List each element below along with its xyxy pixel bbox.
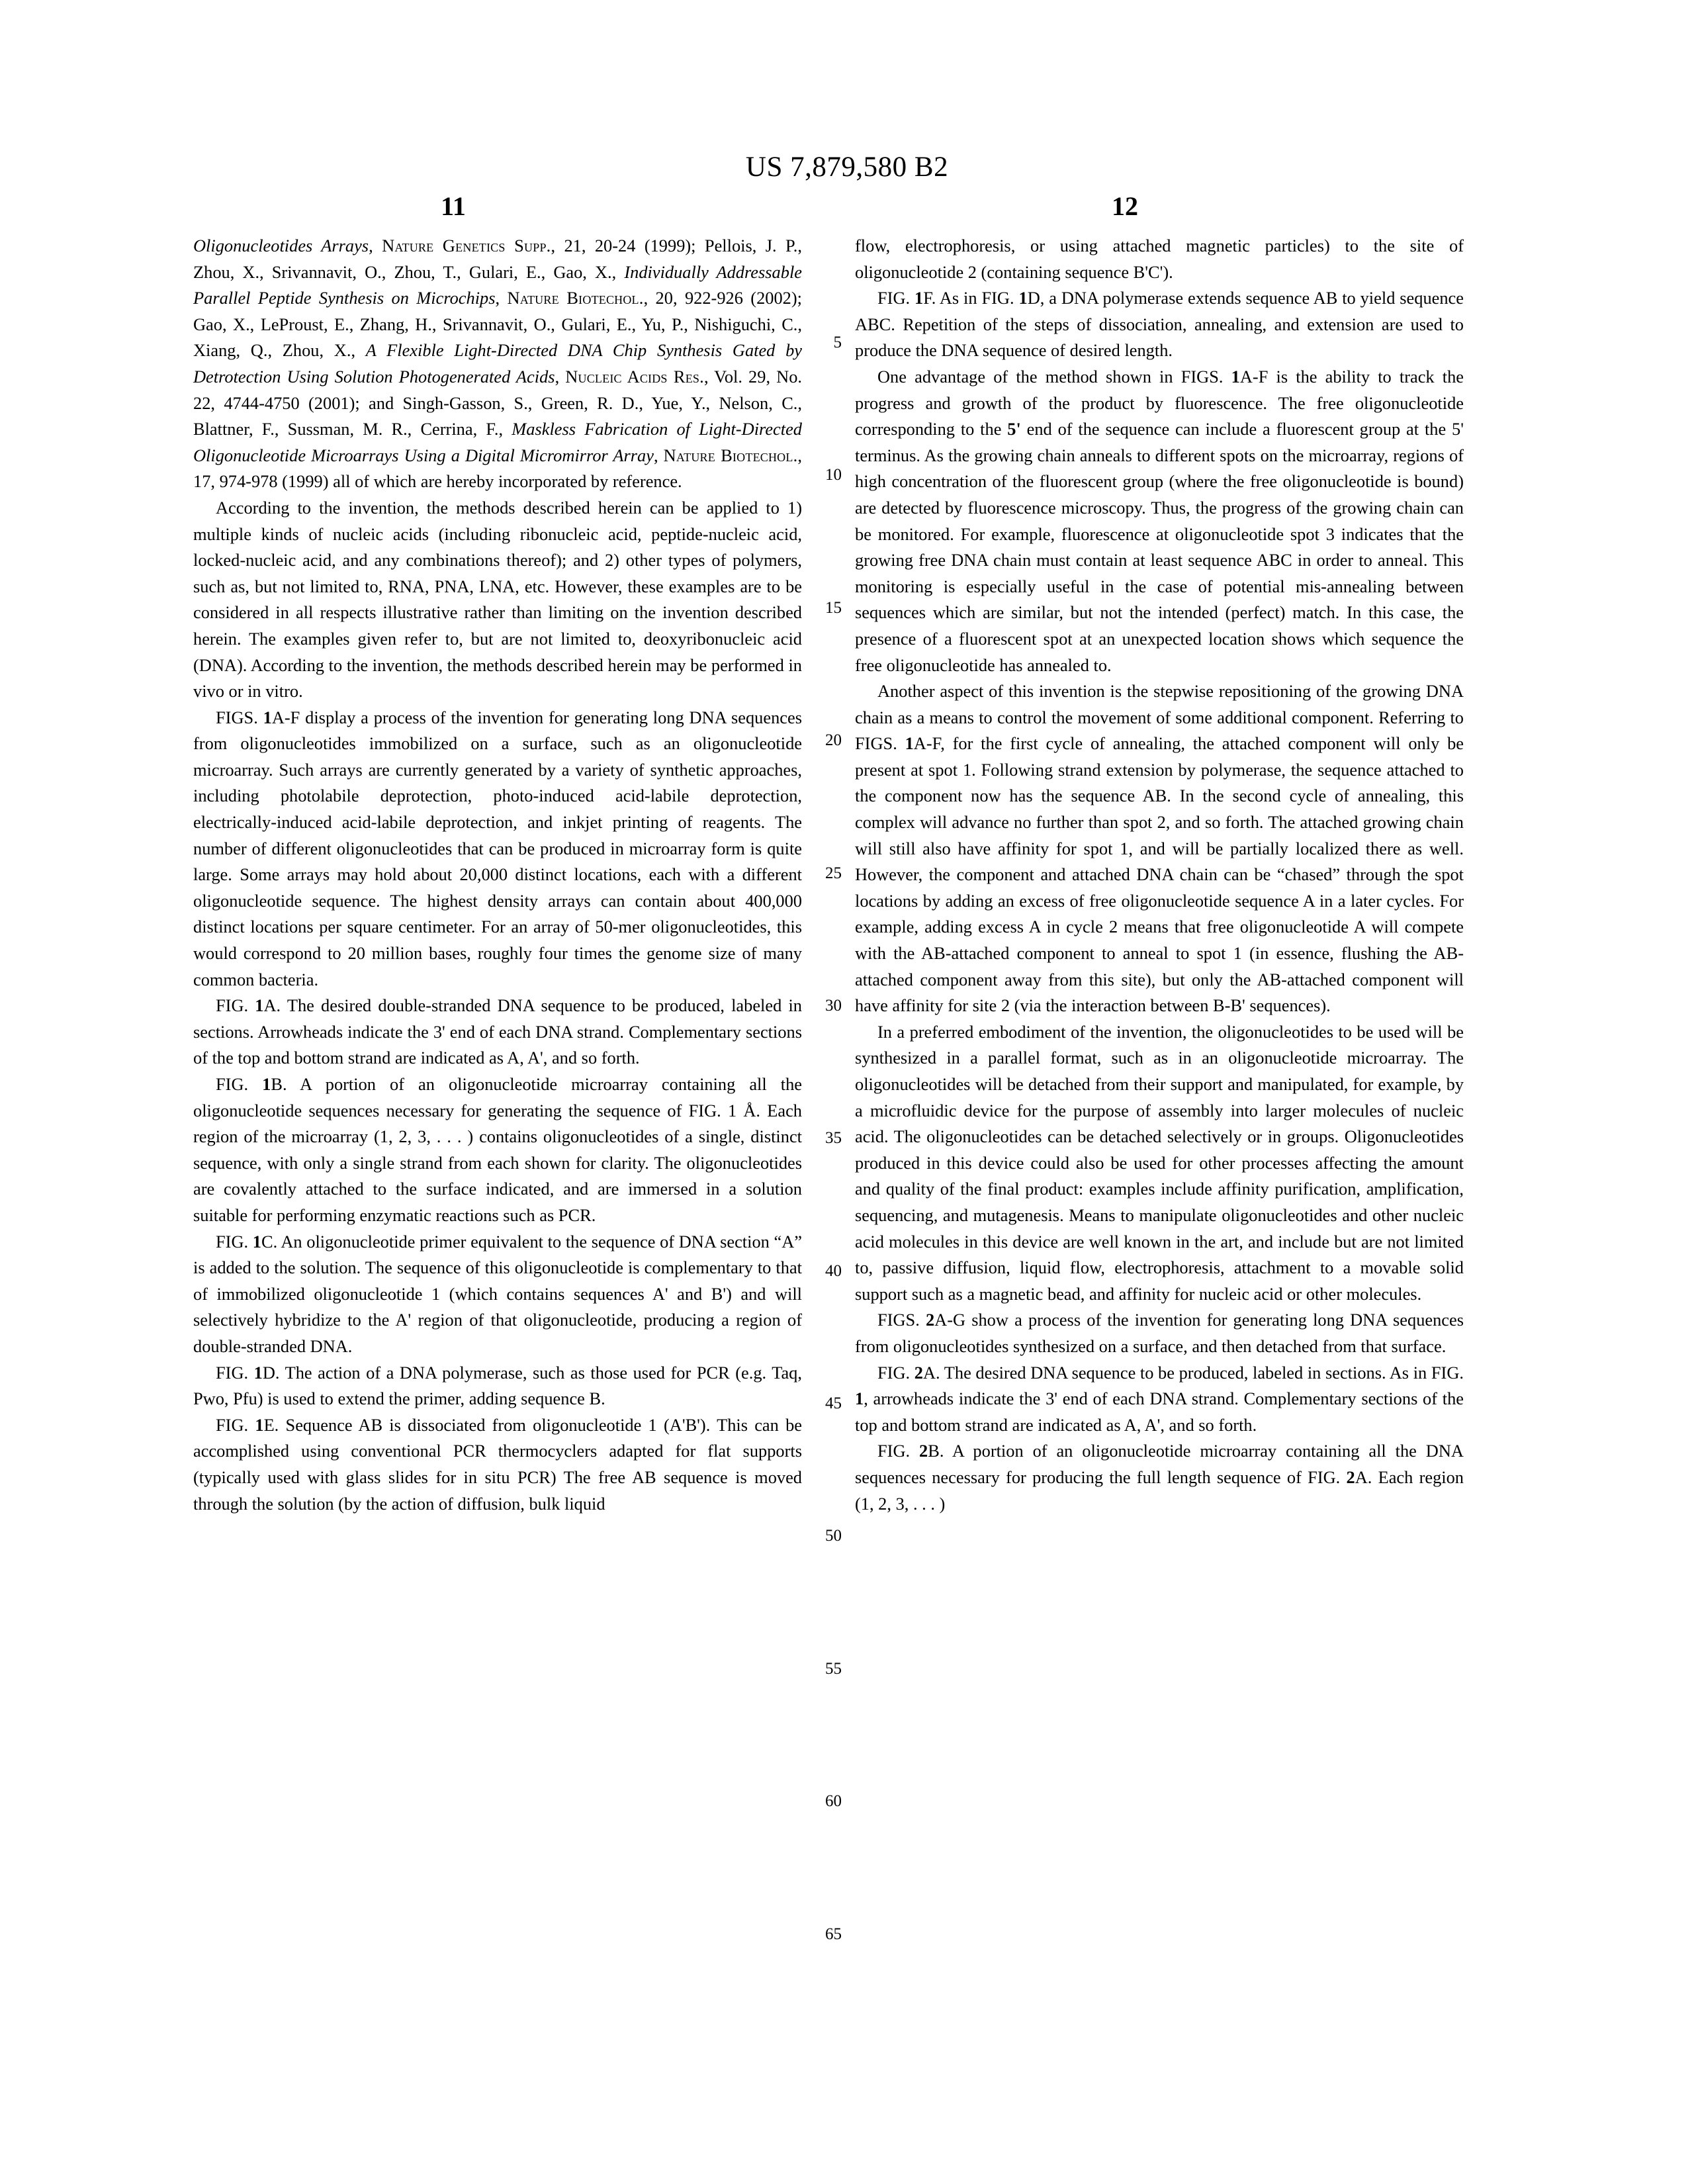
- paragraph-fig-1f: [855, 285, 1464, 364]
- paragraph-fig-2a: [855, 1360, 1464, 1439]
- paragraph-citations: [193, 233, 802, 495]
- fig-1e-body: E. Sequence AB is dissociated from oligonucleotide 1 (A'B'). This can be accomplished using conventional PCR thermocyclers adapted for flat supports (typically used with glass slides for in situ PCR) The free AB sequence is moved through the solution (by the action of diffusion, bulk liquid: [193, 1414, 802, 1514]
- line-number: 10: [825, 466, 842, 484]
- figs-1-body: A-F display a process of the invention for generating long DNA sequences from oligonucleotides immobilized on a surface, such as an oligonucleotide microarray. Such arrays are currently generated by a variety of synthetic approaches, including photolabile deprotection, photo-induced acid-labile deprotection, electrically-induced acid-labile deprotection, and inkjet printing of reagents. The number of different oligonucleotides that can be produced in microarray form is quite large. Some arrays may hold about 20,000 distinct locations, each with a different oligonucleotide sequence. The highest density arrays can contain about 400,000 distinct locations per square centimeter. For an array of 50-mer oligonucleotides, this would correspond to 20 million bases, roughly four times the genome size of many common bacteria.: [193, 707, 802, 989]
- citation-rest-1: , 21, 20-24 (1999); Pellois, J. P., Zhou, X., Srivannavit, O., Zhou, T., Gulari, E., Gao, X.,: [193, 236, 802, 282]
- paragraph-another-aspect: [855, 678, 1464, 1019]
- fig-1f-label-number: 1: [914, 288, 924, 308]
- paragraph-according-text: According to the invention, the methods described herein can be applied to 1) multiple kinds of nucleic acids (including ribonucleic acid, peptide-nucleic acid, locked-nucleic acid, and any combinations thereof); and 2) other types of polymers, such as, but not limited to, RNA, PNA, LNA, etc. However, these examples are to be considered in all respects illustrative rather than limiting on the invention described herein. The examples given refer to, but are not limited to, deoxyribonucleic acid (DNA). According to the invention, the methods described herein may be performed in vivo or in vitro.: [193, 497, 802, 702]
- line-number: 25: [825, 864, 842, 882]
- paragraph-fig-1d: [193, 1360, 802, 1412]
- citation-title-2: Individually Addressable Parallel Peptide Synthesis on Microchips: [193, 261, 802, 308]
- fig-1e-label-prefix: FIG.: [216, 1414, 255, 1435]
- figs-2-label-number: 2: [925, 1310, 935, 1330]
- fig-1f-body: D, a DNA polymerase extends sequence AB to yield sequence ABC. Repetition of the steps of dissociation, annealing, and extension are used to produce the DNA sequence of desired length.: [855, 288, 1464, 361]
- citation-journal-1: Nature Genetics Supp.: [382, 236, 551, 255]
- line-number-gutter: [802, 233, 842, 2060]
- right-text-column: [855, 233, 1464, 1517]
- fig-2a-body: , arrowheads indicate the 3' end of each DNA strand. Complementary sections of the top and bottom strand are indicated as A, A', and so forth.: [855, 1388, 1464, 1435]
- flow-continued-text: flow, electrophoresis, or using attached magnetic particles) to the site of oligonucleotide 2 (containing sequence B'C').: [855, 236, 1464, 282]
- fig-1b-label-prefix: FIG.: [216, 1074, 263, 1094]
- citation-rest-3: , Vol. 29, No. 22, 4744-4750 (2001); and Singh-Gasson, S., Green, R. D., Yue, Y., Nelson, C., Blattner, F., Sussman, M. R., Cerrina, F.,: [193, 366, 802, 439]
- another-prefix: Another aspect of this invention is the stepwise repositioning of the growing DNA chain as a means to control the movement of some additional component. Referring to FIGS.: [855, 681, 1464, 754]
- line-number: 15: [825, 598, 842, 617]
- fig-1c-body: C. An oligonucleotide primer equivalent to the sequence of DNA section “A” is added to the solution. The sequence of this oligonucleotide is complementary to that of immobilized oligonucleotide 1 (which contains sequences A' and B') and will selectively hybridize to the A' region of that oligonucleotide, producing a region of double-stranded DNA.: [193, 1231, 802, 1356]
- advantage-five-prime: 5': [1007, 419, 1021, 439]
- fig-2a-mid: A. The desired DNA sequence to be produced, labeled in sections. As in FIG.: [922, 1362, 1464, 1383]
- page-number-row: [0, 191, 1694, 230]
- fig-2b-body: A. Each region (1, 2, 3, . . . ): [855, 1467, 1464, 1514]
- fig-1d-label-prefix: FIG.: [216, 1362, 254, 1383]
- fig-1b-body: B. A portion of an oligonucleotide microarray containing all the oligonucleotide sequences necessary for generating the sequence of FIG. 1 Å. Each region of the microarray (1, 2, 3, . . . ) contains oligonucleotides of a single, distinct sequence, with only a single strand from each shown for clarity. The oligonucleotides are covalently attached to the surface indicated, and are immersed in a solution suitable for performing enzymatic reactions such as PCR.: [193, 1074, 802, 1225]
- fig-2a-label-prefix: FIG.: [877, 1362, 914, 1383]
- paragraph-preferred-embodiment: [855, 1019, 1464, 1308]
- line-number: 40: [825, 1261, 842, 1280]
- another-figs-number: 1: [905, 733, 914, 754]
- fig-1d-label-number: 1: [253, 1362, 263, 1383]
- fig-2a-label-number: 2: [914, 1362, 923, 1383]
- paragraph-fig-1e: [193, 1412, 802, 1517]
- figs-1-label-prefix: FIGS.: [216, 707, 263, 727]
- paragraph-flow-continued: [855, 233, 1464, 285]
- line-number: 30: [825, 996, 842, 1015]
- fig-1c-label-prefix: FIG.: [216, 1231, 253, 1251]
- citation-rest-4: , 17, 974-978 (1999) all of which are hereby incorporated by reference.: [193, 445, 802, 492]
- another-body: A-F, for the first cycle of annealing, the attached component will only be present at spot 1. Following strand extension by polymerase, the sequence attached to the component now has the sequence AB. In the second cycle of annealing, this complex will advance no further than spot 2, and so forth. The attached growing chain will still also have affinity for spot 1, and will be partially localized there as well. However, the component and attached DNA chain can be “chased” through the spot locations by adding an excess of free oligonucleotide sequence A in a later cycles. For example, adding excess A in cycle 2 means that free oligonucleotide A will compete with the AB-attached component to anneal to spot 1 (in essence, flushing the AB-attached component away from this site), but only the AB-attached component will have affinity for site 2 (via the interaction between B-B' sequences).: [855, 733, 1464, 1016]
- fig-1d-body: D. The action of a DNA polymerase, such as those used for PCR (e.g. Taq, Pwo, Pfu) is used to extend the primer, adding sequence B.: [193, 1362, 802, 1409]
- paragraph-figs-1a-f: [193, 705, 802, 993]
- figs-2-body: A-G show a process of the invention for generating long DNA sequences from oligonucleotides synthesized on a surface, and then detached from that surface.: [855, 1310, 1464, 1356]
- line-number: 50: [825, 1527, 842, 1545]
- fig-1a-body: A. The desired double-stranded DNA sequence to be produced, labeled in sections. Arrowheads indicate the 3' end of each DNA strand. Complementary sections of the top and bottom strand are indicated as A, A', and so forth.: [193, 995, 802, 1068]
- line-number: 60: [825, 1792, 842, 1811]
- patent-number-header: US 7,879,580 B2: [745, 152, 949, 183]
- citation-journal-2: Nature Biotechol.: [507, 288, 644, 308]
- line-number: 20: [825, 731, 842, 750]
- fig-2b-label-number: 2: [919, 1441, 928, 1461]
- citation-mid-3: ,: [555, 366, 566, 387]
- line-number: 55: [825, 1659, 842, 1678]
- fig-1c-label-number: 1: [252, 1231, 261, 1251]
- advantage-body-2: end of the sequence can include a fluorescent group at the 5' terminus. As the growing chain anneals to different spots on the microarray, regions of high concentration of the fluorescent group (where the free oligonucleotide is bound) are detected by fluorescence microscopy. Thus, the progress of the growing chain can be monitored. For example, fluorescence at oligonucleotide spot 3 indicates that the growing free DNA chain must contain at least sequence ABC in order to anneal. This monitoring is especially useful in the case of potential mis-annealing between sequences which are similar, but not the intended (perfect) match. In this case, the presence of a fluorescent spot at an unexpected location shows which sequence the free oligonucleotide has annealed to.: [855, 419, 1464, 675]
- fig-1a-label-prefix: FIG.: [216, 995, 255, 1016]
- citation-title-1: Oligonucleotides Arrays,: [193, 236, 382, 255]
- citation-title-4: Maskless Fabrication of Light-Directed Oligonucleotide Microarrays Using a Digital Micromirror Array: [193, 419, 803, 465]
- advantage-figs-number: 1: [1231, 366, 1240, 387]
- line-number: 5: [833, 334, 842, 351]
- citation-journal-4: Nature Biotechol.: [663, 445, 798, 465]
- paragraph-fig-2b: [855, 1438, 1464, 1517]
- line-number: 35: [825, 1129, 842, 1148]
- citation-mid-4: ,: [653, 445, 664, 465]
- paragraph-fig-1c: [193, 1229, 802, 1360]
- fig-1e-label-number: 1: [255, 1414, 264, 1435]
- figs-2-label-prefix: FIGS.: [877, 1310, 926, 1330]
- fig-2b-ref-number: 2: [1346, 1467, 1355, 1487]
- preferred-body: In a preferred embodiment of the invention, the oligonucleotides to be used will be synthesized in a parallel format, such as in an oligonucleotide microarray. The oligonucleotides will be detached from their support and manipulated, for example, by a microfluidic device for the purpose of assembly into larger molecules of nucleic acid. The oligonucleotides can be detached selectively or in groups. Oligonucleotides produced in this device could also be used for other processes affecting the amount and quality of the final product: examples include affinity purification, amplification, sequencing, and mutagenesis. Means to manipulate oligonucleotides and other nucleic acid molecules in this device are well known in the art, and include but are not limited to, passive diffusion, liquid flow, electrophoresis, attachment to a movable solid support such as a magnetic bead, and affinity for nucleic acid or other molecules.: [855, 1021, 1464, 1304]
- citation-journal-3: Nucleic Acids Res.: [565, 366, 704, 387]
- right-column-page-number: 12: [1112, 191, 1138, 221]
- line-number: 45: [825, 1394, 842, 1412]
- fig-2b-label-prefix: FIG.: [877, 1441, 920, 1461]
- fig-1f-mid: F. As in FIG.: [923, 288, 1019, 308]
- paragraph-one-advantage: [855, 364, 1464, 678]
- figs-1-label-number: 1: [263, 707, 272, 727]
- paragraph-fig-1b: [193, 1071, 802, 1229]
- paragraph-according-to-invention: [193, 495, 802, 705]
- fig-1f-ref-number: 1: [1018, 288, 1028, 308]
- citation-mid-2: ,: [495, 288, 508, 308]
- advantage-body-1: A-F is the ability to track the progress and growth of the product by fluorescence. The free oligonucleotide corresponding to the: [855, 366, 1464, 439]
- citation-title-3: A Flexible Light-Directed DNA Chip Synthesis Gated by Detrotection Using Solution Photogenerated Acids: [193, 340, 803, 387]
- left-text-column: [193, 233, 802, 1517]
- fig-1f-label-prefix: FIG.: [877, 288, 915, 308]
- paragraph-figs-2a-g: [855, 1307, 1464, 1359]
- paragraph-fig-1a: [193, 993, 802, 1071]
- advantage-prefix: One advantage of the method shown in FIGS.: [877, 366, 1231, 387]
- fig-1b-label-number: 1: [262, 1074, 271, 1094]
- fig-1a-label-number: 1: [255, 995, 264, 1016]
- citation-rest-2: , 20, 922-926 (2002); Gao, X., LeProust, E., Zhang, H., Srivannavit, O., Gulari, E., Yu, P., Nishiguchi, C., Xiang, Q., Zhou, X.,: [193, 288, 802, 361]
- line-number: 65: [825, 1925, 842, 1943]
- fig-2b-mid: B. A portion of an oligonucleotide microarray containing all the DNA sequences necessary for producing the full length sequence of FIG.: [855, 1441, 1464, 1487]
- left-column-page-number: 11: [441, 191, 466, 221]
- fig-2a-ref-number: 1: [855, 1388, 864, 1409]
